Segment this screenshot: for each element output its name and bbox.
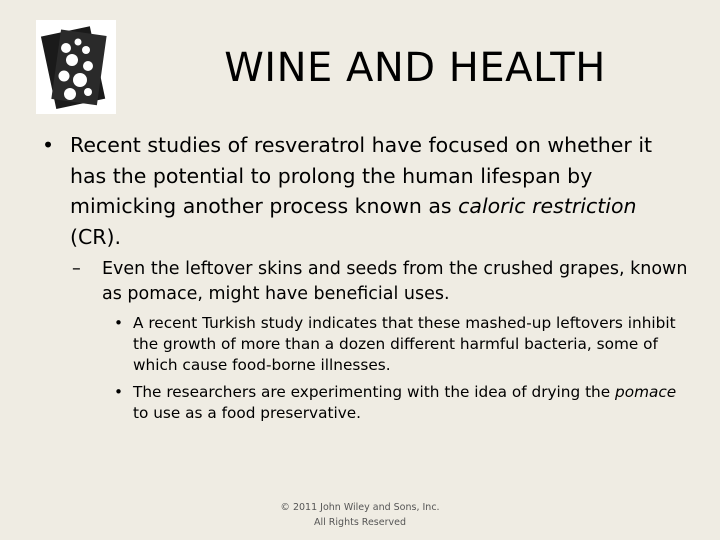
bullet-text-italic: pomace (615, 383, 677, 401)
bullet-level-2 (72, 257, 702, 307)
bullet-marker: • (42, 133, 55, 157)
rights-line: All Rights Reserved (314, 517, 406, 528)
bullet-text: A recent Turkish study indicates that these mashed-up leftovers inhibit the growth of more than a dozen different harmful bacteria, some of which cause food-borne illnesses. (133, 314, 676, 374)
bullet-text: Recent studies of resveratrol have focused on whether it has the potential to prolong the human lifespan by mimicking another process known as (70, 133, 653, 218)
bullet-text: Even the leftover skins and seeds from the crushed grapes, known as pomace, might have beneficial uses. (102, 259, 688, 304)
bullet-text-end: to use as a food preservative. (133, 404, 362, 422)
bullet-text-italic: caloric restriction (458, 194, 637, 218)
bullet-marker: • (114, 383, 124, 401)
bullet-level-3 (114, 313, 693, 376)
bullet-marker: – (72, 259, 81, 279)
copyright-footer (0, 500, 720, 530)
bullet-level-1 (42, 130, 690, 252)
bullet-text-end: (CR). (70, 224, 122, 249)
bullet-level-3 (114, 382, 693, 424)
copyright-line: © 2011 John Wiley and Sons, Inc. (280, 502, 440, 513)
bullet-text: The researchers are experimenting with the idea of drying the (133, 383, 616, 401)
bullet-marker: • (114, 314, 124, 332)
logo-icon (36, 20, 116, 114)
slide-title: WINE AND HEALTH (224, 45, 606, 91)
